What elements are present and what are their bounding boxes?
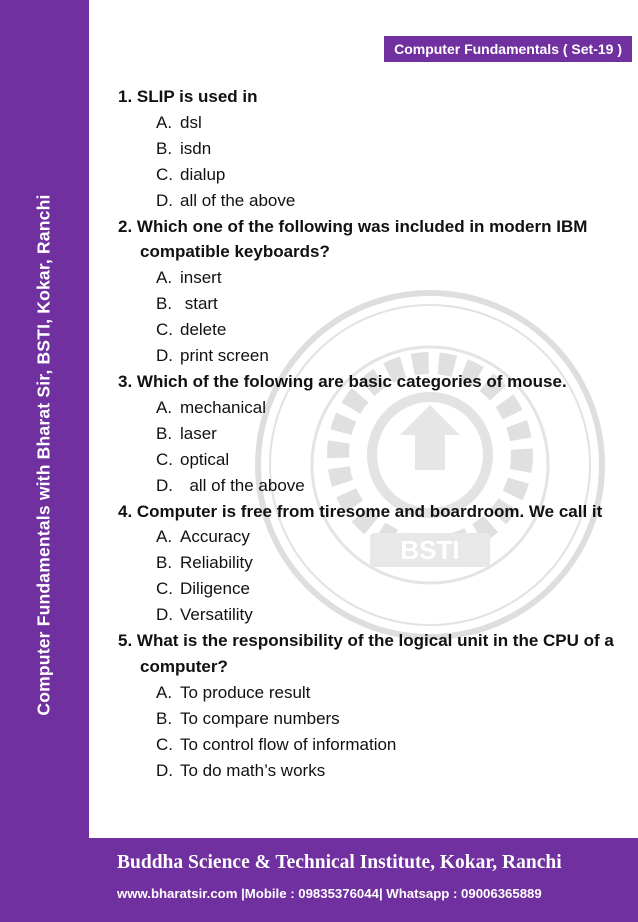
option-text: print screen [180,346,269,366]
option-letter: A. [156,682,173,702]
option-letter: B. [156,138,173,158]
option-item [118,188,618,214]
option-list [118,110,618,214]
option-item [118,110,618,136]
option-text: all of the above [180,475,305,495]
option-item [118,343,618,369]
option-letter: A. [156,527,173,547]
option-item [118,291,618,317]
option-text: Diligence [180,579,250,599]
option-letter: B. [156,423,173,443]
option-item [118,447,618,473]
option-text: To produce result [180,682,311,702]
option-letter: D. [156,760,173,780]
question-list [118,84,618,783]
option-item [118,706,618,732]
option-letter: C. [156,164,173,184]
option-text: Versatility [180,605,253,625]
option-letter: B. [156,294,173,314]
option-letter: C. [156,449,173,469]
footer-banner [89,838,638,922]
option-list [118,524,618,628]
option-item [118,758,618,784]
option-item [118,265,618,291]
option-letter: A. [156,397,173,417]
option-item [118,550,618,576]
option-item [118,317,618,343]
option-letter: C. [156,320,173,340]
option-text: Accuracy [180,527,250,547]
contact-info: www.bharatsir.com |Mobile : 09835376044| Whatsapp : 09006365889 [117,886,542,901]
option-text: optical [180,449,230,469]
option-text: To compare numbers [180,708,340,728]
option-list [118,265,618,369]
option-text: To do math’s works [180,760,326,780]
option-item [118,576,618,602]
watermark-text: BSTI [400,535,460,565]
question-4 [118,499,618,629]
question-text: 1. SLIP is used in [118,87,258,106]
question-text: 4. Computer is free from tiresome and boardroom. We call it [118,501,603,521]
option-item [118,680,618,706]
institute-name: Buddha Science & Technical Institute, Kokar, Ranchi [117,852,562,873]
option-letter: B. [156,708,173,728]
option-text: Reliability [180,553,253,573]
sidebar-title: Computer Fundamentals with Bharat Sir, BSTI, Kokar, Ranchi [33,194,54,716]
option-letter: C. [156,734,173,754]
question-3 [118,369,618,499]
option-text: dsl [180,112,202,132]
option-item [118,732,618,758]
option-letter: D. [156,190,173,210]
option-item [118,395,618,421]
option-item [118,602,618,628]
option-letter: C. [156,579,173,599]
question-5 [118,628,618,783]
option-item [118,136,618,162]
option-text: dialup [180,164,226,184]
set-title-badge: Computer Fundamentals ( Set-19 ) [384,36,632,62]
option-text: insert [180,268,222,288]
option-letter: D. [156,346,173,366]
sidebar-banner [0,0,89,922]
question-2 [118,214,618,369]
option-text: delete [180,320,227,340]
option-text: To control flow of information [180,734,397,754]
question-text: 5. What is the responsibility of the logical unit in the CPU of a computer? [118,631,614,676]
option-letter: B. [156,553,173,573]
option-letter: A. [156,112,173,132]
option-list [118,680,618,784]
option-letter: D. [156,475,173,495]
question-text: 2. Which one of the following was included in modern IBM compatible keyboards? [118,216,588,262]
option-item [118,473,618,499]
option-item [118,162,618,188]
question-1 [118,84,618,214]
option-item [118,524,618,550]
option-text: laser [180,423,217,443]
option-text: start [180,294,218,314]
option-letter: A. [156,268,173,288]
option-text: mechanical [180,397,266,417]
option-letter: D. [156,605,173,625]
option-list [118,395,618,499]
option-text: all of the above [180,190,296,210]
option-item [118,421,618,447]
option-text: isdn [180,138,212,158]
question-text: 3. Which of the folowing are basic categories of mouse. [118,371,567,391]
